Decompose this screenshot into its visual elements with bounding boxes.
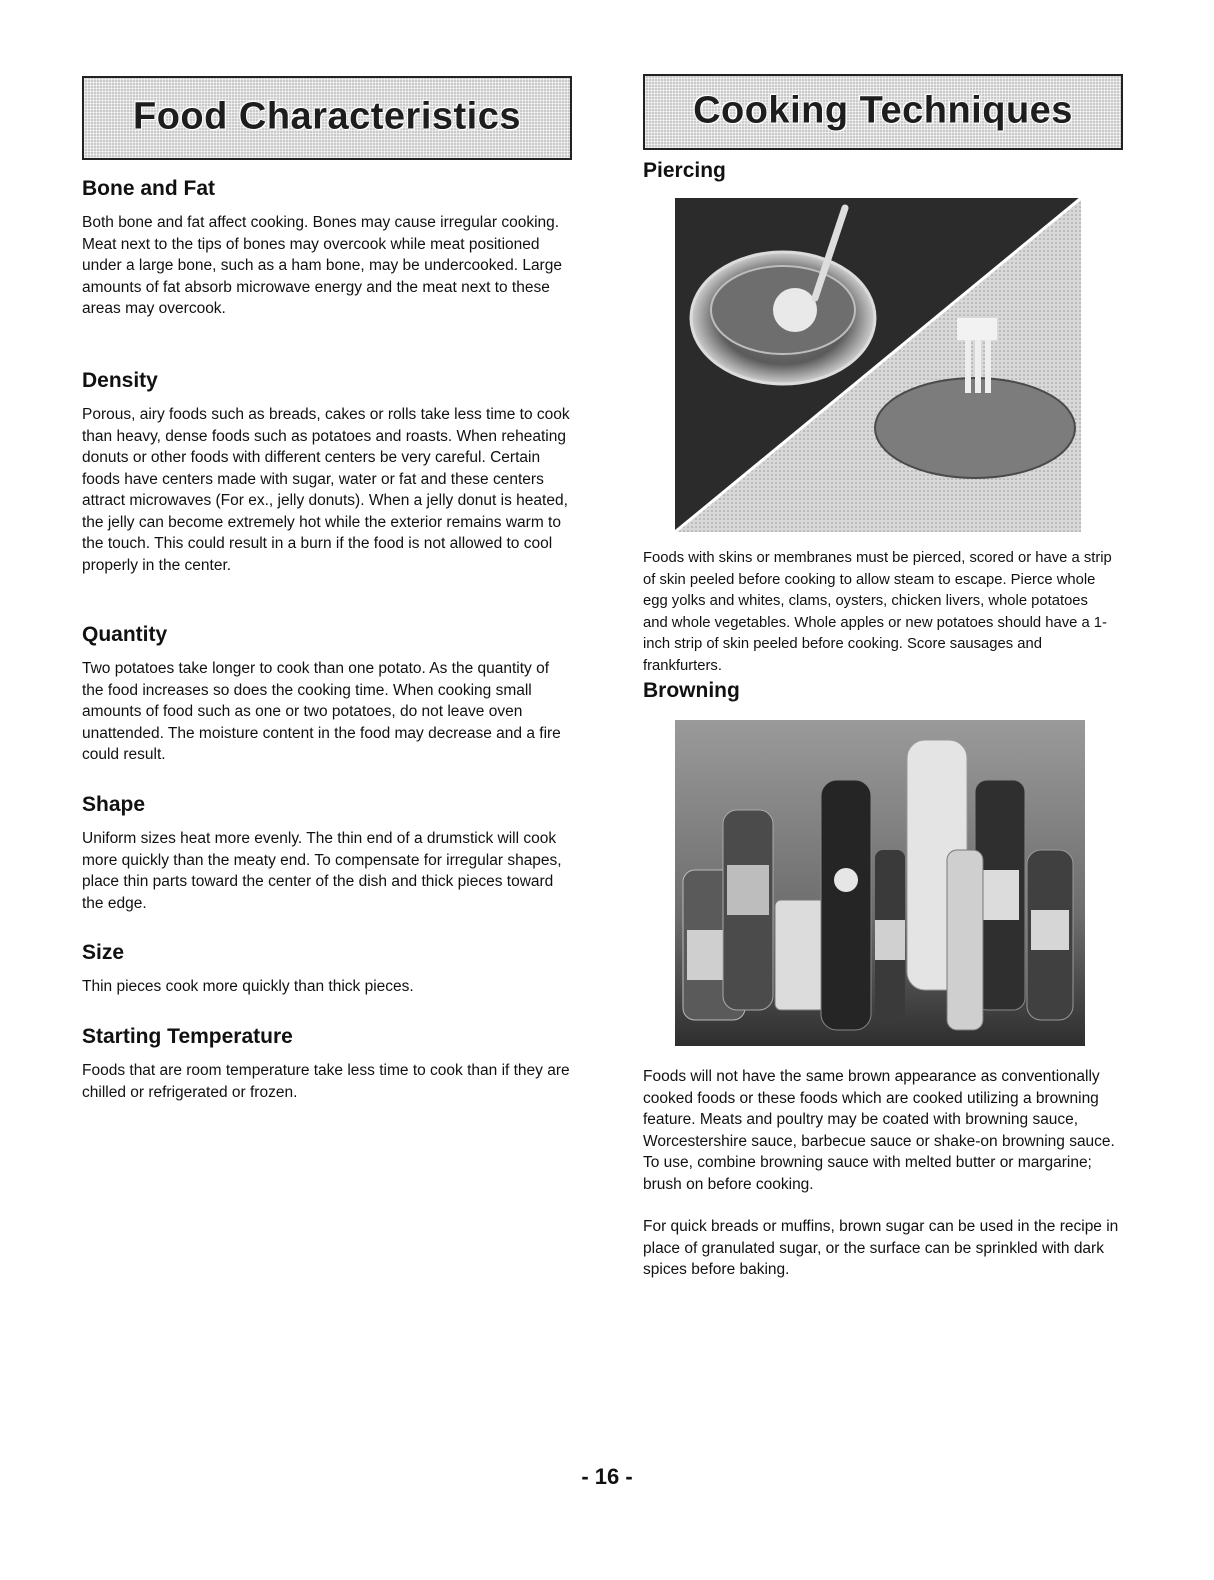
browning-photo (675, 720, 1085, 1046)
section-heading: Shape (82, 793, 146, 816)
browning-body-2: For quick breads or muffins, brown sugar can be used in the recipe in place of granulated sugar, or the surface can be sprinkled with dark spices before baking. (643, 1218, 1119, 1278)
section-body: Both bone and fat affect cooking. Bones may cause irregular cooking. Meat next to the tips of bones may overcook while meat positioned under a large bone, such as a ham bone, may be undercooked. Large amounts of fat absorb microwave energy and the meat next to these areas may overcook. (82, 214, 562, 317)
browning-body-1: Foods will not have the same brown appearance as conventionally cooked foods or these foods which are cooked utilizing a browning feature. Meats and poultry may be coated with browning sauce, Worcestershire sauce, barbecue sauce or shake-on browning sauce. To use, combine browning sauce with melted butter or margarine; brush on before cooking. (643, 1068, 1115, 1193)
section-shape (82, 792, 572, 914)
section-size (82, 940, 572, 998)
section-bone-and-fat (82, 176, 572, 320)
cooking-techniques-column (643, 74, 1123, 1278)
piercing-heading: Piercing (643, 159, 726, 182)
section-heading: Bone and Fat (82, 177, 216, 200)
section-quantity (82, 622, 572, 766)
section-density (82, 368, 572, 576)
banner-title: Cooking Techniques (693, 89, 1073, 132)
cooking-techniques-banner (643, 74, 1123, 150)
banner-title: Food Characteristics (133, 95, 521, 138)
browning-heading: Browning (643, 679, 740, 702)
section-body: Uniform sizes heat more evenly. The thin end of a drumstick will cook more quickly than the meaty end. To compensate for irregular shapes, place thin parts toward the center of the dish and thick pieces toward the edge. (82, 830, 562, 912)
section-heading: Size (82, 941, 125, 964)
section-heading: Starting Temperature (82, 1025, 293, 1048)
section-starting-temperature (82, 1024, 572, 1103)
section-heading: Density (82, 369, 158, 392)
sauce-bottles-illustration (675, 720, 1085, 1046)
piercing-body: Foods with skins or membranes must be pierced, scored or have a strip of skin peeled before cooking to allow steam to escape. Pierce whole egg yolks and whites, clams, oysters, chicken livers, whole potatoes and whole vegetables. Whole apples or new potatoes should have a 1-inch strip of skin peeled before cooking. Score sausages and frankfurters. (643, 550, 1112, 674)
section-body: Foods that are room temperature take less time to cook than if they are chilled or refrigerated or frozen. (82, 1062, 570, 1101)
section-body: Two potatoes take longer to cook than one potato. As the quantity of the food increases so does the cooking time. When cooking small amounts of food such as one or two potatoes, do not leave oven unattended. The moisture content in the food may decrease and a fire could result. (82, 660, 561, 763)
food-characteristics-column (82, 76, 572, 1101)
section-heading: Quantity (82, 623, 168, 646)
section-body: Thin pieces cook more quickly than thick pieces. (82, 978, 414, 995)
piercing-illustration (675, 198, 1081, 532)
food-characteristics-banner (82, 76, 572, 160)
section-body: Porous, airy foods such as breads, cakes or rolls take less time to cook than heavy, dense foods such as potatoes and roasts. When reheating donuts or other foods with different centers be very careful. Certain foods have centers made with sugar, water or fat and these centers attract microwaves (For ex., jelly donuts). When a jelly donut is heated, the jelly can become extremely hot while the exterior remains warm to the touch. This could result in a burn if the food is not allowed to cool properly in the center. (82, 406, 570, 574)
page-number: - 16 - (581, 1464, 633, 1489)
piercing-photo (675, 198, 1081, 532)
